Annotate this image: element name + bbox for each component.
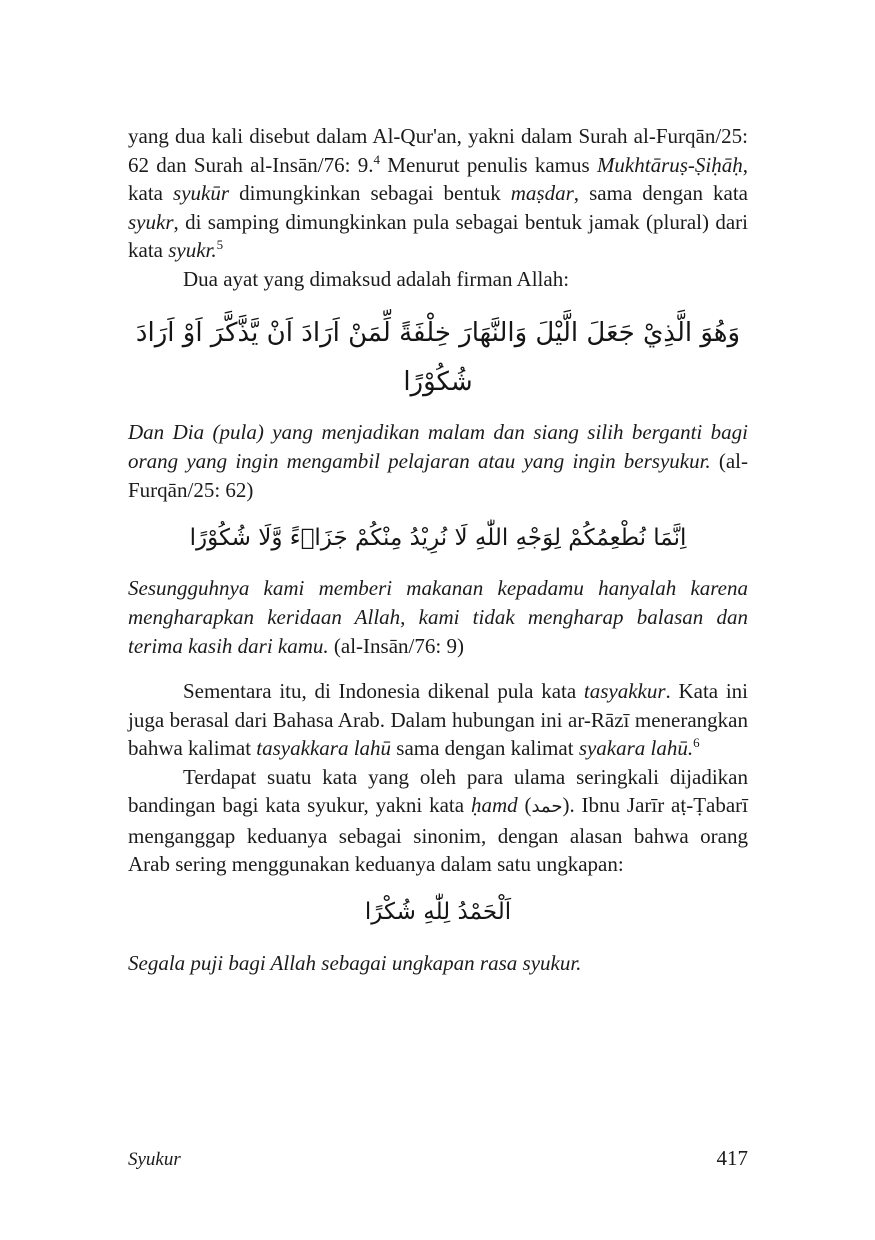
term-italic: syukr.	[168, 238, 217, 262]
body-run: Terdapat suatu kata yang oleh para ulama seringkali dijadikan bandingan bagi kata syukur, yakni kata	[128, 764, 748, 818]
footnote-ref-4: 4	[373, 151, 380, 167]
body-run: dimungkinkan sebagai bentuk	[229, 181, 511, 205]
translation-text: Dan Dia (pula) yang menjadikan malam dan siang silih berganti bagi orang yang ingin mengambil pelajaran atau yang ingin bersyukur.	[128, 419, 748, 473]
verse-reference: (al-Insān/76: 9)	[328, 634, 464, 659]
page-footer	[128, 1146, 748, 1171]
body-run: yang dua kali disebut dalam Al-Qur'an, yakni dalam Surah al-Furqān/25: 62 dan Surah al-Insān/76: 9.	[128, 124, 748, 177]
translation-al-insan	[128, 574, 748, 661]
arabic-verse-al-insan-76-9: اِنَّمَا نُطْعِمُكُمْ لِوَجْهِ اللّٰهِ لَا نُرِيْدُ مِنْكُمْ جَزَاۤءً وَّلَا شُكُوْرًا	[189, 524, 687, 551]
footnote-ref-6: 6	[693, 735, 700, 751]
paragraph-hamd	[128, 763, 748, 879]
body-run: , di samping dimungkinkan pula sebagai bentuk jamak (plural) dari kata	[128, 209, 748, 262]
term-italic: tasyakkur	[583, 679, 666, 704]
term-italic: Mukhtāruṣ-Ṣiḥāḥ	[596, 152, 743, 177]
body-run: (	[517, 793, 532, 818]
body-run: sama dengan kalimat	[391, 736, 579, 761]
text-block	[128, 122, 748, 988]
term-italic: syukūr	[173, 181, 230, 205]
running-title: Syukur	[128, 1149, 181, 1170]
term-italic: syakara lahū.	[578, 736, 694, 761]
body-run: Menurut penulis kamus	[380, 152, 597, 177]
verse-reference: (al-Furqān/25: 62)	[128, 448, 748, 502]
term-italic: syukr	[128, 209, 174, 234]
arabic-verse-al-furqan-25-62: وَهُوَ الَّذِيْ جَعَلَ الَّيْلَ وَالنَّهَارَ خِلْفَةً لِّمَنْ اَرَادَ اَنْ يَّذَّكَّرَ اَوْ اَرَادَ شُكُوْرًا	[135, 318, 741, 398]
translation-text: Sesungguhnya kami memberi makanan kepadamu hanyalah karena mengharapkan keridaan Allah, kami tidak mengharap balasan dan terima kasih dari kamu.	[128, 576, 748, 659]
paragraph-tasyakkur	[128, 677, 748, 763]
arabic-phrase-alhamdulillah-syukran: اَلْحَمْدُ لِلّٰهِ شُكْرًا	[364, 898, 512, 925]
paragraph-continuation	[128, 122, 748, 265]
page-number: 417	[716, 1146, 748, 1170]
arabic-word-hamd: حمد	[531, 796, 563, 818]
body-run: , sama dengan kata	[573, 181, 748, 205]
footnote-ref-5: 5	[216, 237, 224, 252]
translation-al-furqan	[128, 418, 748, 505]
body-run: . Kata ini juga berasal dari Bahasa Arab. Dalam hubungan ini ar-Rāzī menerangkan bahwa kalimat	[128, 679, 748, 761]
term-italic: ḥamd	[470, 793, 518, 818]
body-run: ). Ibnu Jarīr aṭ-Ṭabarī menganggap keduanya sebagai sinonim, dengan alasan bahwa orang Arab sering menggunakan keduanya dalam satu ungkapan:	[128, 793, 749, 877]
body-run: Sementara itu, di Indonesia dikenal pula kata	[183, 679, 584, 704]
term-italic: maṣdar	[510, 181, 574, 205]
paragraph-dua-ayat: Dua ayat yang dimaksud adalah firman Allah:	[183, 266, 570, 291]
body-run: , kata	[128, 152, 749, 205]
term-italic: tasyakkara lahū	[256, 736, 392, 761]
translation-alhamdulillah	[128, 949, 748, 978]
translation-text: Segala puji bagi Allah sebagai ungkapan rasa syukur.	[128, 950, 582, 975]
